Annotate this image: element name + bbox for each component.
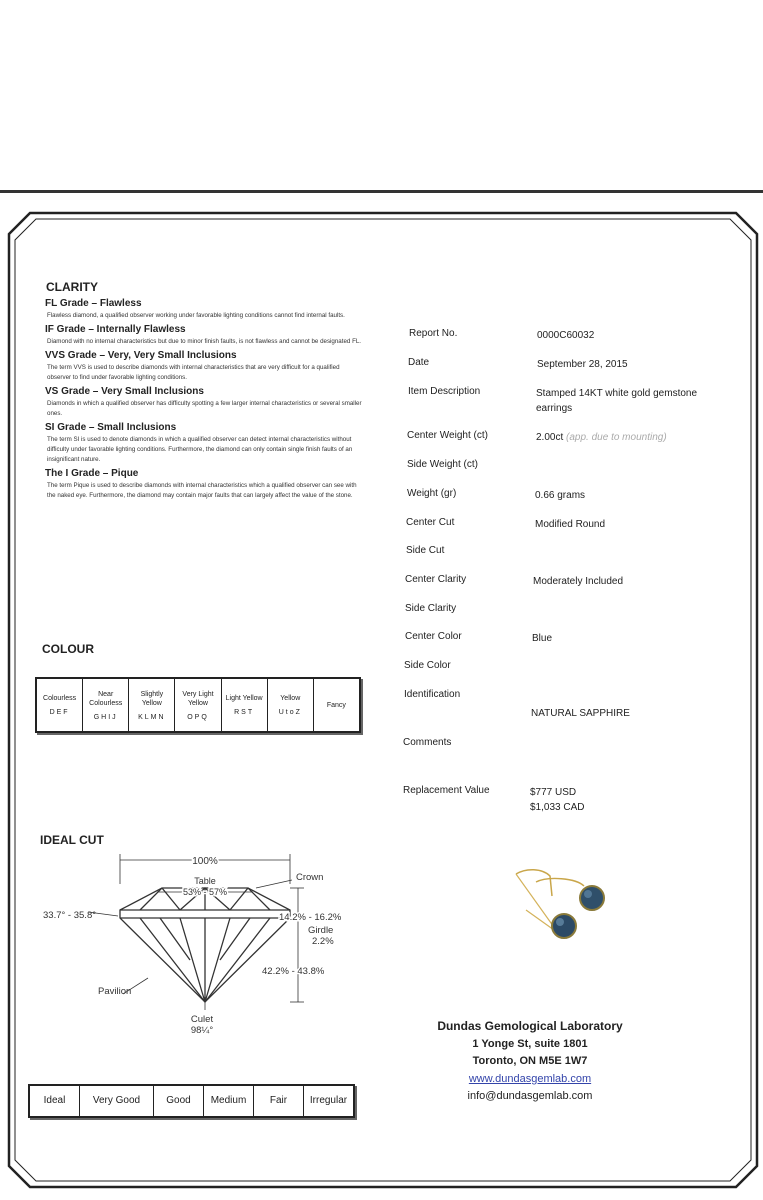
report-value: $777 USD bbox=[530, 787, 577, 798]
lab-info bbox=[420, 1018, 640, 1106]
girdle-label: Girdle bbox=[308, 925, 334, 936]
lab-address-line1: 1 Yonge St, suite 1801 bbox=[472, 1037, 588, 1050]
clarity-grade: IF Grade – Internally Flawless bbox=[45, 324, 186, 335]
center-weight-value: 2.00ct bbox=[536, 432, 564, 443]
colour-grades: RST bbox=[234, 709, 255, 716]
colour-cell bbox=[268, 679, 314, 731]
lab-name: Dundas Gemological Laboratory bbox=[437, 1019, 623, 1033]
clarity-item-si bbox=[45, 421, 365, 465]
crown-height-label: 14.2% - 16.2% bbox=[279, 912, 342, 923]
report-value: 0.66 grams bbox=[535, 490, 586, 501]
report-label: Side Clarity bbox=[405, 603, 457, 614]
girdle-value-label: 2.2% bbox=[312, 936, 334, 947]
clarity-grade: VS Grade – Very Small Inclusions bbox=[45, 386, 204, 397]
report-label: Center Clarity bbox=[405, 574, 467, 585]
colour-grades: OPQ bbox=[187, 713, 209, 721]
report-label: Date bbox=[408, 357, 430, 368]
clarity-section bbox=[45, 297, 365, 503]
report-details bbox=[405, 0, 745, 820]
cut-grade-cell: Very Good bbox=[80, 1086, 154, 1116]
report-value: Modified Round bbox=[535, 519, 606, 530]
report-label: Replacement Value bbox=[403, 785, 490, 796]
diamond-proportions-diagram bbox=[30, 850, 370, 1040]
pavilion-depth-label: 42.2% - 43.8% bbox=[262, 966, 325, 977]
clarity-item-i bbox=[45, 467, 365, 501]
colour-grades: UtoZ bbox=[278, 709, 302, 716]
report-label: Center Weight (ct) bbox=[407, 430, 488, 441]
clarity-grade: The I Grade – Pique bbox=[45, 468, 139, 479]
crown-angle-label: 33.7° - 35.8° bbox=[43, 910, 97, 921]
lab-website-link[interactable]: www.dundasgemlab.com bbox=[468, 1072, 592, 1085]
clarity-title: CLARITY bbox=[46, 280, 98, 294]
cut-grade-cell: Fair bbox=[254, 1086, 304, 1116]
clarity-grade: VVS Grade – Very, Very Small Inclusions bbox=[45, 350, 237, 361]
report-label: Comments bbox=[403, 737, 452, 748]
ideal-cut-title: IDEAL CUT bbox=[40, 833, 104, 847]
report-label: Report No. bbox=[409, 328, 458, 339]
report-label: Weight (gr) bbox=[407, 488, 457, 499]
colour-title: COLOUR bbox=[42, 642, 94, 656]
clarity-item-vs bbox=[45, 385, 365, 419]
cut-grade-table bbox=[28, 1084, 355, 1118]
colour-scale-table bbox=[35, 677, 361, 733]
lab-email[interactable]: info@dundasgemlab.com bbox=[467, 1090, 593, 1102]
colour-name: Colourless bbox=[43, 695, 77, 702]
culet-label: Culet bbox=[190, 1014, 214, 1025]
report-value: Blue bbox=[532, 633, 553, 644]
crown-label: Crown bbox=[296, 872, 324, 883]
clarity-item-fl bbox=[45, 297, 365, 321]
colour-cell bbox=[129, 679, 175, 731]
colour-grades: DEF bbox=[49, 709, 70, 716]
colour-cell bbox=[222, 679, 268, 731]
colour-cell bbox=[175, 679, 221, 731]
report-label: Item Description bbox=[408, 386, 481, 397]
clarity-grade: SI Grade – Small Inclusions bbox=[45, 422, 177, 433]
colour-name: Light Yellow bbox=[225, 695, 263, 702]
report-label: Side Weight (ct) bbox=[407, 459, 478, 470]
cut-grade-cell: Good bbox=[154, 1086, 204, 1116]
table-label: Table bbox=[194, 876, 216, 886]
report-value: Stamped 14KT white gold gemstone earrings bbox=[536, 388, 698, 414]
clarity-desc: The term SI is used to denote diamonds in which a qualified observer can detect internal characteristics without difficulty under favorable lighting conditions. Furthermore, the diamond can only contain single finish faults of an insignificant nature. bbox=[47, 436, 353, 463]
colour-cell bbox=[83, 679, 129, 731]
colour-cell bbox=[37, 679, 83, 731]
colour-name: Slightly Yellow bbox=[140, 690, 164, 707]
table-range-label: 53% - 57% bbox=[182, 887, 228, 897]
cut-grade-cell: Ideal bbox=[30, 1086, 80, 1116]
clarity-desc: Diamond with no internal characteristics but due to minor finish faults, is not flawless and cannot be designated FL. bbox=[47, 338, 362, 345]
colour-name: Fancy bbox=[326, 701, 346, 709]
center-weight-note: (app. due to mounting) bbox=[566, 432, 667, 443]
total-width-label: 100% bbox=[192, 856, 218, 867]
report-value: 0000C60032 bbox=[537, 330, 595, 341]
colour-name: Near Colourless bbox=[89, 690, 123, 707]
culet-value-label: 98¼° bbox=[190, 1025, 214, 1036]
report-value: Moderately Included bbox=[533, 576, 624, 587]
report-label: Center Cut bbox=[406, 517, 455, 528]
colour-name: Yellow bbox=[280, 695, 301, 702]
colour-name: Very Light Yellow bbox=[182, 690, 214, 707]
report-label: Side Cut bbox=[406, 545, 445, 556]
clarity-desc: Diamonds in which a qualified observer has difficulty spotting a few larger internal characteristics or several smaller ones. bbox=[47, 400, 362, 417]
cut-grade-cell: Medium bbox=[204, 1086, 254, 1116]
clarity-item-if bbox=[45, 323, 365, 347]
cut-grade-cell: Irregular bbox=[309, 1095, 348, 1106]
report-value: September 28, 2015 bbox=[537, 359, 628, 370]
lab-address-line2: Toronto, ON M5E 1W7 bbox=[472, 1055, 588, 1067]
clarity-grade: FL Grade – Flawless bbox=[45, 298, 142, 309]
clarity-desc: The term VVS is used to describe diamonds with internal characteristics that are very difficult for a qualified observer to find under favorable lighting conditions. bbox=[47, 364, 340, 381]
colour-cell bbox=[314, 679, 359, 731]
report-label: Center Color bbox=[405, 631, 462, 642]
report-value-secondary: $1,033 CAD bbox=[530, 802, 585, 813]
report-label: Identification bbox=[404, 689, 461, 700]
report-label: Side Color bbox=[404, 660, 451, 671]
clarity-desc: Flawless diamond, a qualified observer working under favorable lighting conditions cannot find internal faults. bbox=[47, 312, 345, 319]
colour-grades: KLMN bbox=[138, 713, 166, 721]
pavilion-label: Pavilion bbox=[98, 986, 132, 997]
clarity-desc: The term Pique is used to describe diamonds with internal characteristics which a qualified observer can see with the naked eye. Furthermore, the diamond may contain major faults that can largely affect the value of the stone. bbox=[47, 482, 357, 499]
report-value-with-note bbox=[536, 430, 667, 445]
colour-grades: GHIJ bbox=[93, 713, 118, 721]
earrings-photo bbox=[492, 868, 632, 948]
clarity-item-vvs bbox=[45, 349, 365, 383]
report-value: NATURAL SAPPHIRE bbox=[531, 708, 630, 719]
